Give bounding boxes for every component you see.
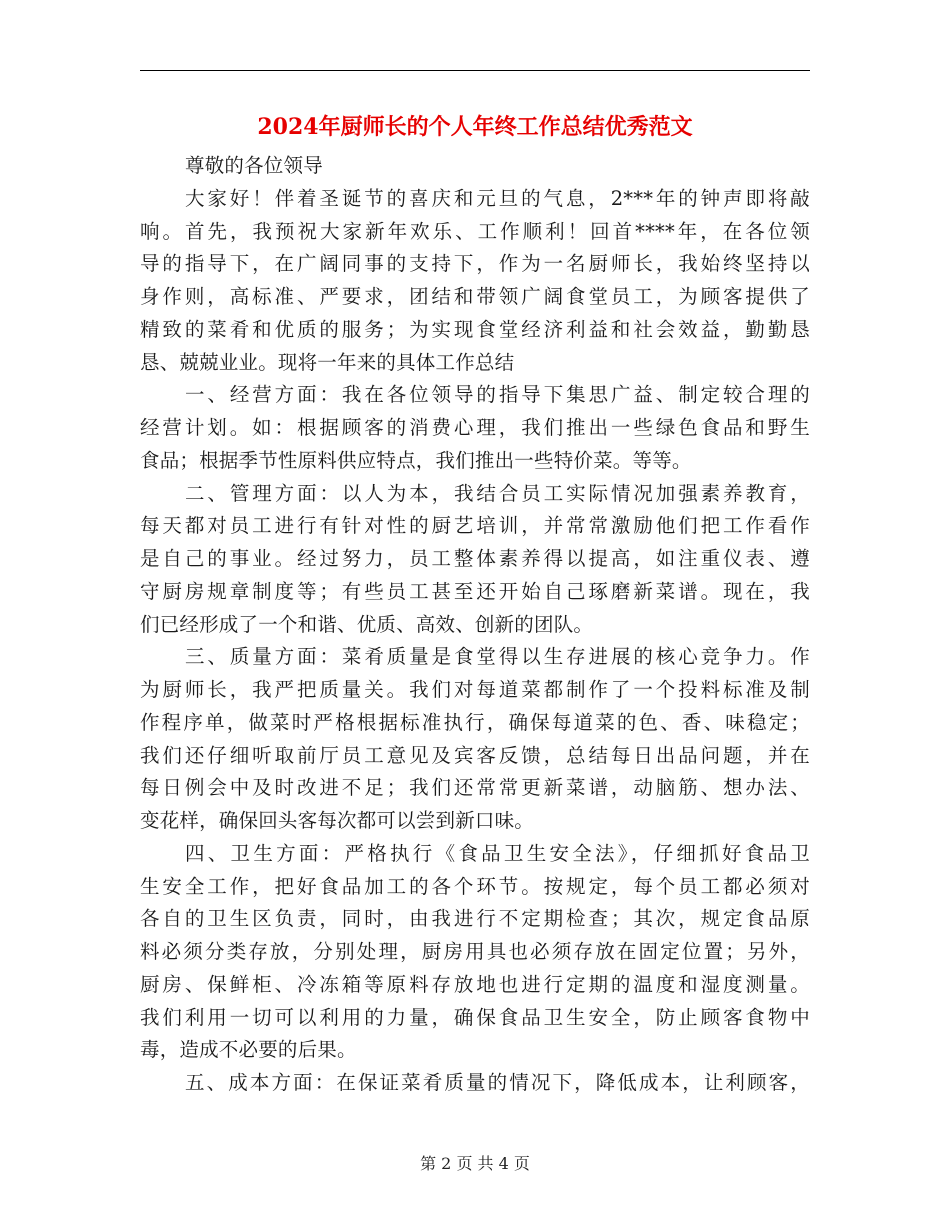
paragraph-line: 料必须分类存放，分别处理，厨房用具也必须存放在固定位置；另外，: [140, 940, 810, 963]
paragraph-line: 们已经形成了一个和谐、优质、高效、创新的团队。: [140, 612, 594, 636]
paragraph-line: 是自己的事业。经过努力，员工整体素养得以提高，如注重仪表、遵: [140, 547, 810, 570]
paragraph-line: 四、卫生方面：严格执行《食品卫生安全法》，仔细抓好食品卫: [185, 841, 810, 865]
paragraph-line: 厨房、保鲜柜、冷冻箱等原料存放地也进行定期的温度和湿度测量。: [140, 972, 810, 996]
paragraph-line: 我们利用一切可以利用的力量，确保食品卫生安全，防止顾客食物中: [140, 1005, 810, 1029]
paragraph-line: 毒，造成不必要的后果。: [140, 1038, 357, 1062]
paragraph: [140, 478, 810, 642]
paragraph: [140, 838, 810, 1067]
paragraph-line: 变花样，确保回头客每次都可以尝到新口味。: [140, 809, 535, 832]
paragraph-line: 食品；根据季节性原料供应特点，我们推出一些特价菜。等等。: [140, 448, 692, 472]
paragraph-line: 三、质量方面：菜肴质量是食堂得以生存进展的核心竞争力。作: [185, 645, 810, 669]
paragraph: [140, 183, 810, 380]
paragraph-line: 每日例会中及时改进不足；我们还常常更新菜谱，动脑筋、想办法、: [140, 776, 810, 800]
paragraph-line: 作程序单，做菜时严格根据标准执行，确保每道菜的色、香、味稳定；: [140, 710, 810, 734]
paragraph-line: 一、经营方面：我在各位领导的指导下集思广益、制定较合理的: [185, 383, 810, 407]
document-title: 2024年厨师长的个人年终工作总结优秀范文: [257, 114, 693, 140]
header-rule: [140, 70, 810, 71]
paragraph-line: 生安全工作，把好食品加工的各个环节。按规定，每个员工都必须对: [140, 874, 810, 898]
paragraph: [140, 1067, 810, 1100]
paragraph-line: 大家好！伴着圣诞节的喜庆和元旦的气息，2***年的钟声即将敲: [185, 186, 810, 210]
paragraph: [140, 150, 810, 183]
page-number: 第 2 页 共 4 页: [420, 1154, 530, 1173]
paragraph-line: 经营计划。如：根据顾客的消费心理，我们推出一些绿色食品和野生: [140, 416, 810, 439]
document-body: [140, 150, 810, 1100]
paragraph: [140, 641, 810, 838]
paragraph-line: 我们还仔细听取前厅员工意见及宾客反馈，总结每日出品问题，并在: [140, 743, 810, 767]
paragraph-line: 身作则，高标准、严要求，团结和带领广阔食堂员工，为顾客提供了: [140, 285, 810, 308]
paragraph-line: 各自的卫生区负责，同时，由我进行不定期检查；其次，规定食品原: [140, 907, 810, 931]
paragraph-line: 响。首先，我预祝大家新年欢乐、工作顺利！回首****年，在各位领: [140, 219, 810, 243]
paragraph-line: 每天都对员工进行有针对性的厨艺培训，并常常激励他们把工作看作: [140, 514, 810, 538]
paragraph-line: 五、成本方面：在保证菜肴质量的情况下，降低成本，让利顾客，: [185, 1071, 810, 1094]
paragraph-line: 精致的菜肴和优质的服务；为实现食堂经济利益和社会效益，勤勤恳: [140, 317, 810, 341]
paragraph-line: 导的指导下，在广阔同事的支持下，作为一名厨师长，我始终坚持以: [140, 252, 810, 276]
paragraph-line: 守厨房规章制度等；有些员工甚至还开始自己琢磨新菜谱。现在，我: [140, 579, 810, 603]
paragraph-line: 二、管理方面：以人为本，我结合员工实际情况加强素养教育，: [185, 481, 810, 505]
paragraph: [140, 379, 810, 477]
paragraph-line: 为厨师长，我严把质量关。我们对每道菜都制作了一个投料标准及制: [140, 678, 810, 701]
paragraph-line: 恳、兢兢业业。现将一年来的具体工作总结: [140, 350, 515, 374]
paragraph-line: 尊敬的各位领导: [185, 154, 323, 177]
